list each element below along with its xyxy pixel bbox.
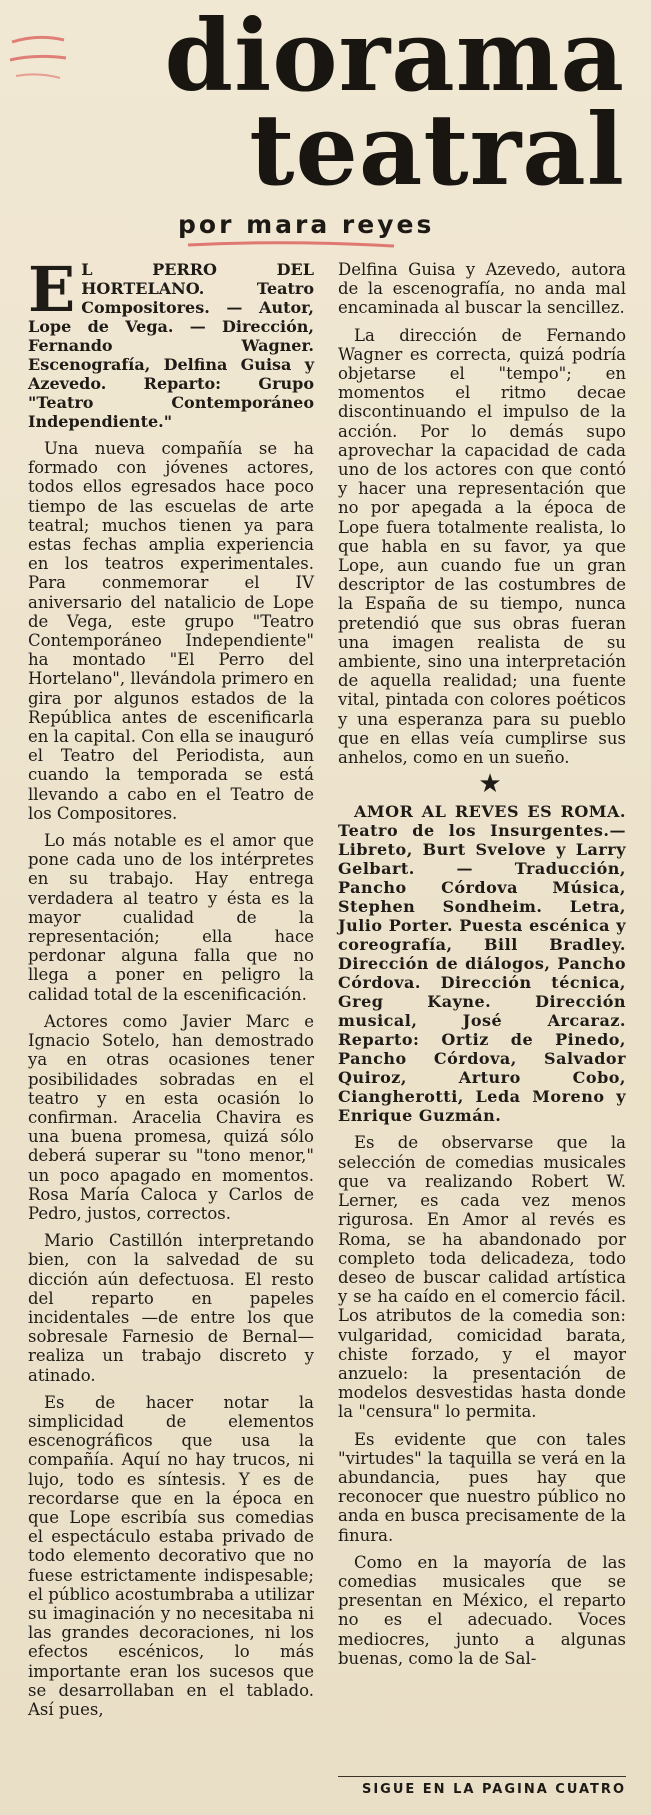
title-line-1: diorama: [164, 0, 625, 114]
review-1-paragraph: Es de hacer notar la simplicidad de elementos escenográficos que usa la compañía. Aquí no hay trucos, ni lujo, todo es síntesis. Y es de recordarse que en la época en que Lope escribía sus comedias el espectáculo estaba privado de todo elemento decorativo que no fuese estrictamente indispesable; el público acostumbraba a utilizar su imaginación y no necesitaba ni las grandes decoraciones, ni los efectos escénicos, lo más importante eran los sucesos que se desarrollaban en el tablado. Así pues,: [28, 1392, 314, 1719]
review-1-paragraph-continued: La dirección de Fernando Wagner es correcta, quizá podría objetarse el "tempo"; en momentos el ritmo decae discontinuando el impulso de la acción. Por lo demás supo aprovechar la capacidad de cada uno de los actores con que contó y hacer una representación que no por apegada a la época de Lope fuera totalmente realista, lo que habla en su favor, ya que Lope, aun cuando fue un gran descriptor de las costumbres de la España de su tiempo, nunca pretendió que sus obras fueran una imagen realista de su ambiente, sino una interpretación de aquella realidad; una fuente vital, pintada con colores poéticos y una esperanza para su pueblo que en ellas veía cumplirse sus anhelos, como en un sueño.: [338, 325, 626, 768]
review-1-heading-text: L PERRO DEL HORTELANO. Teatro Compositores. — Autor, Lope de Vega. — Dirección, Fernando Wagner. Escenografía, Delfina Guisa y Azevedo. Reparto: Grupo "Teatro Contemporáneo Independiente.": [28, 260, 314, 431]
column-left: [28, 253, 314, 1727]
title-line-2: teatral: [249, 93, 625, 208]
star-separator-icon: ★: [478, 769, 502, 800]
footer-rule: [338, 1776, 626, 1777]
review-1-paragraph-continued: Delfina Guisa y Azevedo, autora de la escenografía, no anda mal encaminada al buscar la sencillez.: [338, 260, 626, 318]
review-2-paragraph: Es evidente que con tales "virtudes" la taquilla se verá en la abundancia, pues hay que reconocer que nuestro público no anda en busca precisamente de la finura.: [338, 1429, 626, 1545]
review-2-heading: AMOR AL REVES ES ROMA. Teatro de los Insurgentes.—Libreto, Burt Svelove y Larry Gelbart. — Traducción, Pancho Córdova Música, Stephen Sondheim. Letra, Julio Porter. Puesta escénica y coreografía, Bill Bradley. Dirección de diálogos, Pancho Córdova. Dirección técnica, Greg Kayne. Dirección musical, José Arcaraz. Reparto: Ortiz de Pinedo, Pancho Córdova, Salvador Quiroz, Arturo Cobo, Ciangherotti, Leda Moreno y Enrique Guzmán.: [338, 802, 626, 1126]
masthead: [0, 0, 651, 208]
red-underline-mark: [186, 238, 396, 252]
byline: por mara reyes: [178, 210, 435, 239]
review-1-paragraph: Lo más notable es el amor que pone cada uno de los intérpretes en su trabajo. Hay entrega verdadera al teatro y ésta es la mayor cualidad de la representación; ella hace perdonar alguna falla que no llega a poner en peligro la calidad total de la escenificación.: [28, 831, 314, 1004]
review-2-paragraph: Es de observarse que la selección de comedias musicales que va realizando Robert W. Lerner, es cada vez menos rigurosa. En Amor al revés es Roma, se ha abandonado por completo toda delicadeza, todo deseo de buscar calidad artística y se ha caído en el comercio fácil. Los atributos de la comedia son: vulgaridad, comicidad barata, chiste forzado, y el mayor anzuelo: la presentación de modelos desvestidas hasta donde la "censura" lo permita.: [338, 1133, 626, 1422]
review-1-heading: [28, 253, 314, 431]
review-2-paragraph: Como en la mayoría de las comedias musicales que se presentan en México, el reparto no es el adecuado. Voces mediocres, junto a algunas buenas, como la de Sal-: [338, 1552, 626, 1668]
continued-on-page-note: SIGUE EN LA PAGINA CUATRO: [361, 1782, 626, 1797]
dropcap: E: [28, 253, 76, 326]
review-1-paragraph: Mario Castillón interpretando bien, con la salvedad de su dicción aún defectuosa. El resto del reparto en papeles incidentales —de entre los que sobresale Farnesio de Bernal— realiza un trabajo discreto y atinado.: [28, 1231, 314, 1385]
column-right: [338, 260, 626, 1676]
red-pencil-mark: [8, 28, 68, 108]
review-1-paragraph: Actores como Javier Marc e Ignacio Sotelo, han demostrado ya en otras ocasiones tener posibilidades sobradas en el teatro y en esta ocasión lo confirman. Aracelia Chavira es una buena promesa, quizá sólo deberá superar su "tono menor," un poco apagado en momentos. Rosa María Caloca y Carlos de Pedro, justos, correctos.: [28, 1011, 314, 1223]
review-1-paragraph: Una nueva compañía se ha formado con jóvenes actores, todos ellos egresados hace poco tiempo de las escuelas de arte teatral; muchos tienen ya para estas fechas amplia experiencia en los teatros experimentales. Para conmemorar el IV aniversario del natalicio de Lope de Vega, este grupo "Teatro Contemporáneo Independiente" ha montado "El Perro del Hortelano", llevándola primero en gira por algunos estados de la República antes de escenificarla en la capital. Con ella se inauguró el Teatro del Periodista, aun cuando la temporada se está llevando a cabo en el Teatro de los Compositores.: [28, 439, 314, 823]
